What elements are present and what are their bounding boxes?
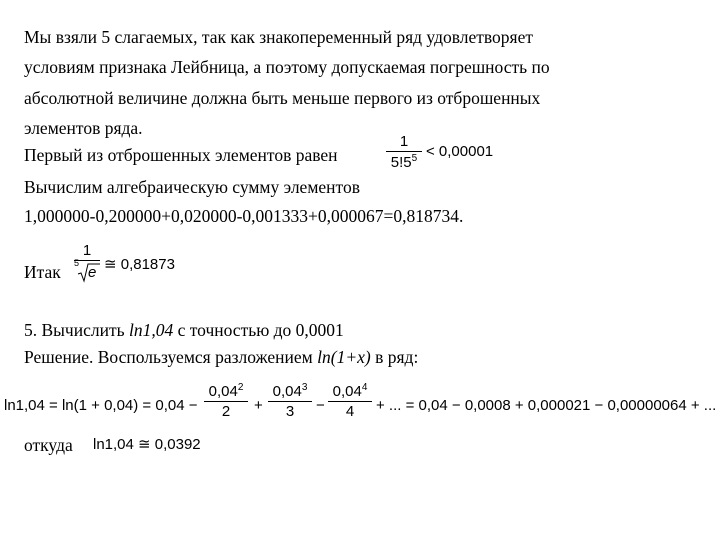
task-suffix: с точностью до 0,0001 [173,320,344,340]
term-2-denominator: 3 [285,403,295,420]
solution-prefix: Решение. Воспользуемся разложением [24,347,318,367]
task-line [24,319,344,341]
term-2-numerator [268,382,312,400]
series-tail: + ... = 0,04 − 0,0008 + 0,000021 − 0,00000064 + ... [376,397,717,414]
text-line-7: 1,000000-0,200000+0,020000-0,001333+0,000067=0,818734. [24,206,464,226]
solution-suffix: в ряд: [370,347,419,367]
text-line-1: Мы взяли 5 слагаемых, так как знакопеременный ряд удовлетворяет [24,27,534,47]
fraction-bar [328,401,372,402]
root-radicand: e [88,264,97,281]
series-op-1: + [254,397,263,414]
denominator-base: 5!5 [390,154,412,171]
first-term-denominator [386,153,422,171]
text-line-2: условиям признака Лейбница, а поэтому допускаемая погрешность по [24,57,550,77]
term-3-denominator: 4 [345,403,355,420]
series-term-3 [328,382,372,420]
result-expression: ln1,04 ≅ 0,0392 [93,436,201,453]
text-line-5: Первый из отброшенных элементов равен [24,145,338,165]
series-term-1 [204,382,248,420]
term-3-numerator [328,382,372,400]
series-lhs: ln1,04 = ln(1 + 0,04) = 0,04 − [4,397,198,414]
result-label: откуда [24,435,73,455]
term-3-exponent: 4 [361,382,368,393]
task-expression: ln1,04 [128,320,174,340]
term-1-numerator [204,382,248,400]
term-1-exponent: 2 [237,382,244,393]
series-term-2 [268,382,312,420]
first-term-numerator: 1 [399,133,409,150]
term-2-exponent: 3 [301,382,308,393]
solution-line [24,346,418,368]
text-line-6: Вычислим алгебраическую сумму элементов [24,177,360,197]
term-2-base: 0,04 [272,383,302,400]
itak-fraction [74,242,100,282]
series-op-2: − [316,397,325,414]
solution-expression: ln(1+x) [317,347,371,367]
term-3-base: 0,04 [332,383,362,400]
text-line-3: абсолютной величине должна быть меньше первого из отброшенных [24,88,541,108]
fraction-bar [386,151,422,152]
task-prefix: 5. Вычислить [24,320,129,340]
itak-denominator [74,258,100,282]
first-term-bound: < 0,00001 [426,143,494,160]
term-1-denominator: 2 [221,403,231,420]
fraction-bar [204,401,248,402]
itak-label: Итак [24,262,61,282]
text-line-4: элементов ряда. [24,118,143,138]
term-1-base: 0,04 [208,383,238,400]
itak-result: ≅ 0,81873 [104,256,175,273]
root-index: 5 [74,258,80,268]
itak-numerator: 1 [82,242,92,259]
denominator-exponent: 5 [411,153,418,164]
fraction-bar [268,401,312,402]
first-term-fraction [386,133,422,171]
